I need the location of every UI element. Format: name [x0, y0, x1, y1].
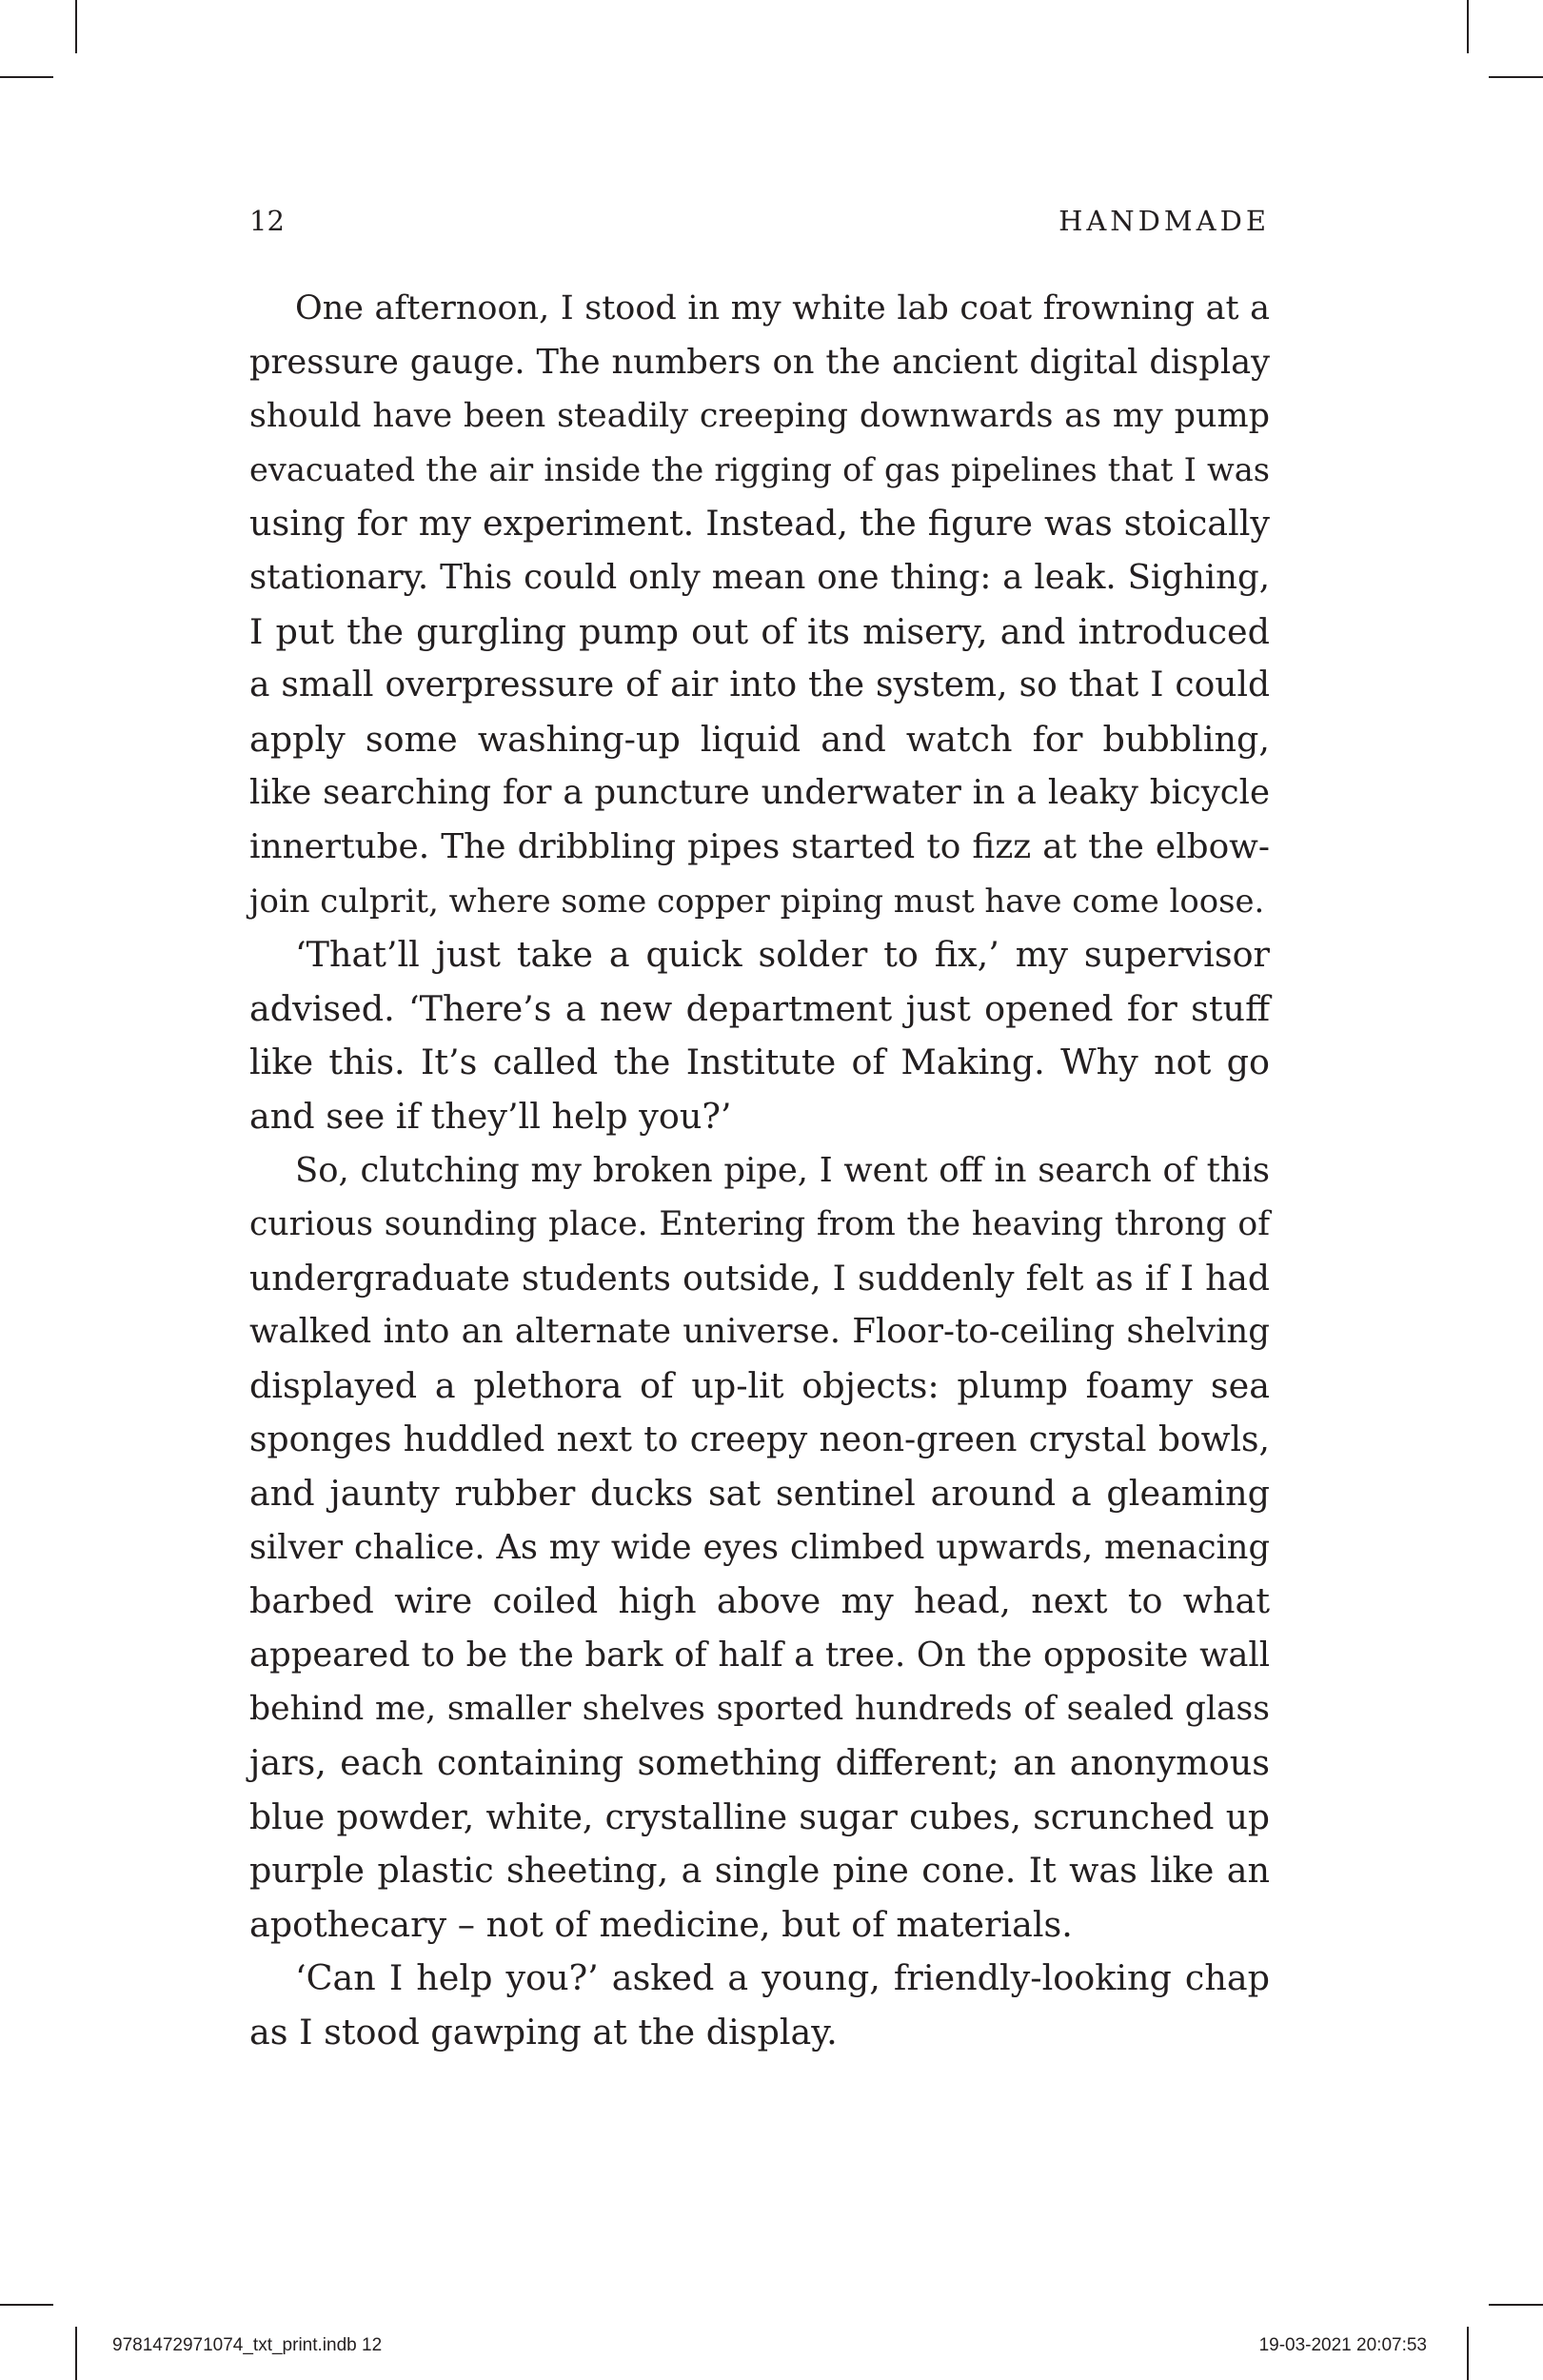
paragraph: [249, 1952, 1270, 2059]
text-line: evacuated the air inside the rigging of gas pipelines that I was: [249, 450, 1270, 488]
running-head: [249, 202, 1270, 240]
slug-file-name: 9781472971074_txt_print.indb 12: [112, 2335, 383, 2355]
text-line: silver chalice. As my wide eyes climbed upwards, menacing: [249, 1527, 1270, 1567]
text-line: I put the gurgling pump out of its misery, and introduced: [249, 610, 1270, 652]
crop-mark-bottom-right-horizontal: [1489, 2304, 1543, 2306]
crop-mark-top-left-horizontal: [0, 76, 53, 78]
crop-mark-top-right-horizontal: [1489, 76, 1543, 78]
text-line: should have been steadily creeping downwards as my pump: [249, 397, 1270, 436]
text-line: blue powder, white, crystalline sugar cubes, scrunched up: [249, 1796, 1270, 1837]
slug-timestamp: 19-03-2021 20:07:53: [1258, 2335, 1427, 2355]
paragraph: [249, 1144, 1270, 1953]
running-head-title: HANDMADE: [1058, 205, 1270, 237]
text-line: curious sounding place. Entering from the heaving throng of: [249, 1205, 1270, 1244]
text-line: and see if they’ll help you?’: [249, 1095, 732, 1137]
text-line: purple plastic sheeting, a single pine cone. It was like an: [249, 1850, 1270, 1892]
text-line: sponges huddled next to creepy neon-green crystal bowls,: [249, 1419, 1270, 1460]
text-line: and jaunty rubber ducks sat sentinel around a gleaming: [249, 1473, 1270, 1515]
page-number: 12: [249, 205, 285, 237]
crop-mark-bottom-left-vertical: [75, 2327, 77, 2380]
text-line: as I stood gawping at the display.: [249, 2012, 838, 2053]
crop-mark-bottom-left-horizontal: [0, 2304, 53, 2306]
crop-mark-top-left-vertical: [75, 0, 77, 53]
crop-mark-top-right-vertical: [1467, 0, 1469, 53]
text-line: like searching for a puncture underwater in a leaky bicycle: [249, 773, 1270, 813]
text-line: ‘Can I help you?’ asked a young, friendly-looking chap: [295, 1957, 1270, 1999]
text-line: a small overpressure of air into the system, so that I could: [249, 665, 1270, 705]
text-line: innertube. The dribbling pipes started to fizz at the elbow-: [249, 826, 1270, 866]
text-line: walked into an alternate universe. Floor-to-ceiling shelving: [249, 1312, 1270, 1352]
text-line: apply some washing-up liquid and watch for bubbling,: [249, 718, 1270, 760]
crop-mark-bottom-right-vertical: [1467, 2327, 1469, 2380]
paragraph: [249, 282, 1270, 928]
text-line: undergraduate students outside, I suddenly felt as if I had: [249, 1257, 1270, 1299]
text-line: apothecary – not of medicine, but of materials.: [249, 1903, 1073, 1945]
text-line: ‘That’ll just take a quick solder to fix,’ my supervisor: [295, 934, 1270, 976]
text-line: advised. ‘There’s a new department just opened for stuff: [249, 987, 1270, 1029]
text-line: pressure gauge. The numbers on the ancient digital display: [249, 342, 1270, 382]
text-line: using for my experiment. Instead, the figure was stoically: [249, 503, 1270, 545]
text-line: One afternoon, I stood in my white lab coat frowning at a: [295, 289, 1270, 327]
text-line: join culprit, where some copper piping must have come loose.: [249, 882, 1265, 920]
paragraph: [249, 928, 1270, 1143]
text-line: appeared to be the bark of half a tree. On the opposite wall: [249, 1635, 1270, 1675]
text-line: like this. It’s called the Institute of Making. Why not go: [249, 1041, 1270, 1083]
text-line: barbed wire coiled high above my head, next to what: [249, 1580, 1270, 1622]
text-line: stationary. This could only mean one thing: a leak. Sighing,: [249, 557, 1270, 597]
body-text: [249, 282, 1270, 2060]
text-line: displayed a plethora of up-lit objects: plump foamy sea: [249, 1364, 1270, 1406]
text-line: behind me, smaller shelves sported hundreds of sealed glass: [249, 1690, 1270, 1729]
text-line: jars, each containing something different; an anonymous: [249, 1742, 1270, 1784]
text-line: So, clutching my broken pipe, I went off in search of this: [295, 1150, 1270, 1190]
